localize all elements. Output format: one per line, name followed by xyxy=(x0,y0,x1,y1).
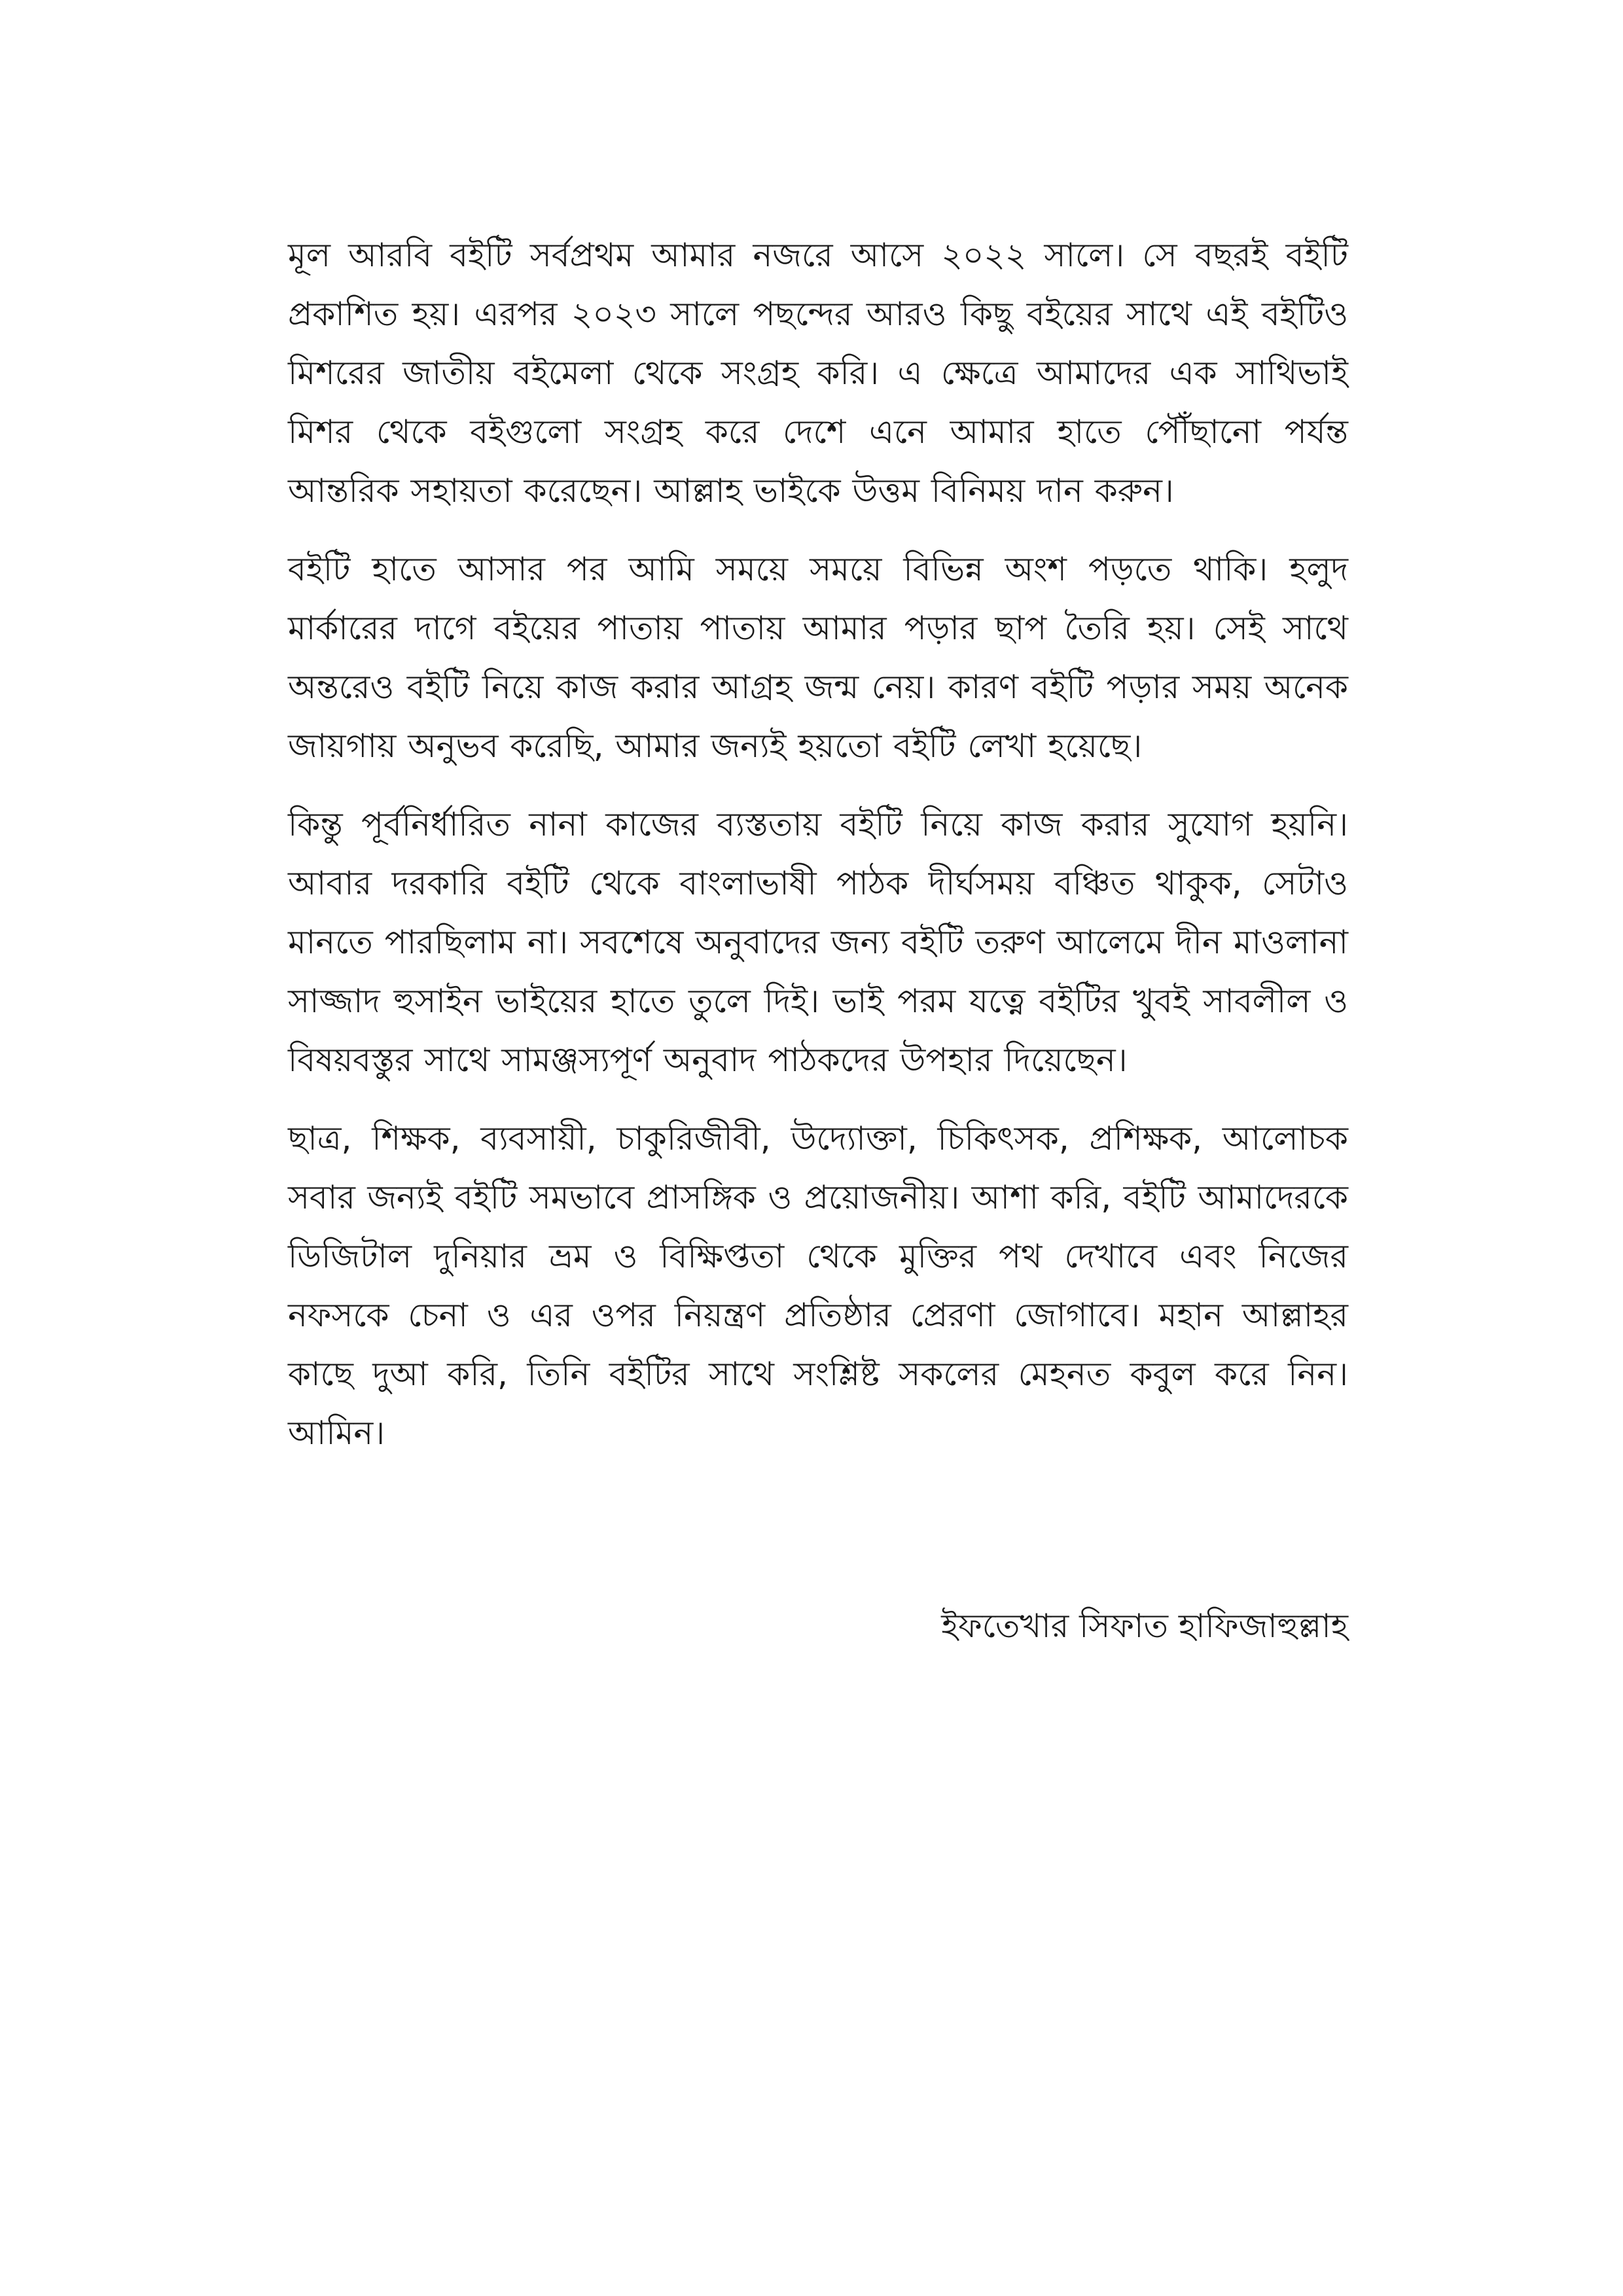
body-text xyxy=(288,226,1348,1482)
author-signature: ইফতেখার সিফাত হাফিজাহুল্লাহ xyxy=(941,1607,1348,1645)
paragraph-3: কিন্তু পূর্বনির্ধারিত নানা কাজের ব্যস্ততায় বইটি নিয়ে কাজ করার সুযোগ হয়নি। আবার দরকারি বইটি থেকে বাংলাভাষী পাঠক দীর্ঘসময় বঞ্চিত থাকুক, সেটাও মানতে পারছিলাম না। সবশেষে অনুবাদের জন্য বইটি তরুণ আলেমে দীন মাওলানা সাজ্জাদ হুসাইন ভাইয়ের হাতে তুলে দিই। ভাই পরম যত্নে বইটির খুবই সাবলীল ও বিষয়বস্তুর সাথে সামঞ্জস্যপূর্ণ অনুবাদ পাঠকদের উপহার দিয়েছেন। xyxy=(288,805,1348,1079)
paragraph-1: মূল আরবি বইটি সর্বপ্রথম আমার নজরে আসে ২০২২ সালে। সে বছরই বইটি প্রকাশিত হয়। এরপর ২০২৩ সালে পছন্দের আরও কিছু বইয়ের সাথে এই বইটিও মিশরের জাতীয় বইমেলা থেকে সংগ্রহ করি। এ ক্ষেত্রে আমাদের এক সাথিভাই মিশর থেকে বইগুলো সংগ্রহ করে দেশে এনে আমার হাতে পৌঁছানো পর্যন্ত আন্তরিক সহায়তা করেছেন। আল্লাহ ভাইকে উত্তম বিনিময় দান করুন। xyxy=(288,236,1348,510)
paragraph-4: ছাত্র, শিক্ষক, ব্যবসায়ী, চাকুরিজীবী, উদ্যোক্তা, চিকিৎসক, প্রশিক্ষক, আলোচক সবার জন্যই বইটি সমভাবে প্রাসঙ্গিক ও প্রয়োজনীয়। আশা করি, বইটি আমাদেরকে ডিজিটাল দুনিয়ার ভ্রম ও বিক্ষিপ্ততা থেকে মুক্তির পথ দেখাবে এবং নিজের নফসকে চেনা ও এর ওপর নিয়ন্ত্রণ প্রতিষ্ঠার প্রেরণা জোগাবে। মহান আল্লাহর কাছে দুআ করি, তিনি বইটির সাথে সংশ্লিষ্ট সকলের মেহনত কবুল করে নিন। আমিন। xyxy=(288,1120,1348,1452)
paragraph-2: বইটি হাতে আসার পর আমি সময়ে সময়ে বিভিন্ন অংশ পড়তে থাকি। হলুদ মার্কারের দাগে বইয়ের পাতায় পাতায় আমার পড়ার ছাপ তৈরি হয়। সেই সাথে অন্তরেও বইটি নিয়ে কাজ করার আগ্রহ জন্ম নেয়। কারণ বইটি পড়ার সময় অনেক জায়গায় অনুভব করেছি, আমার জন্যই হয়তো বইটি লেখা হয়েছে। xyxy=(288,550,1348,765)
